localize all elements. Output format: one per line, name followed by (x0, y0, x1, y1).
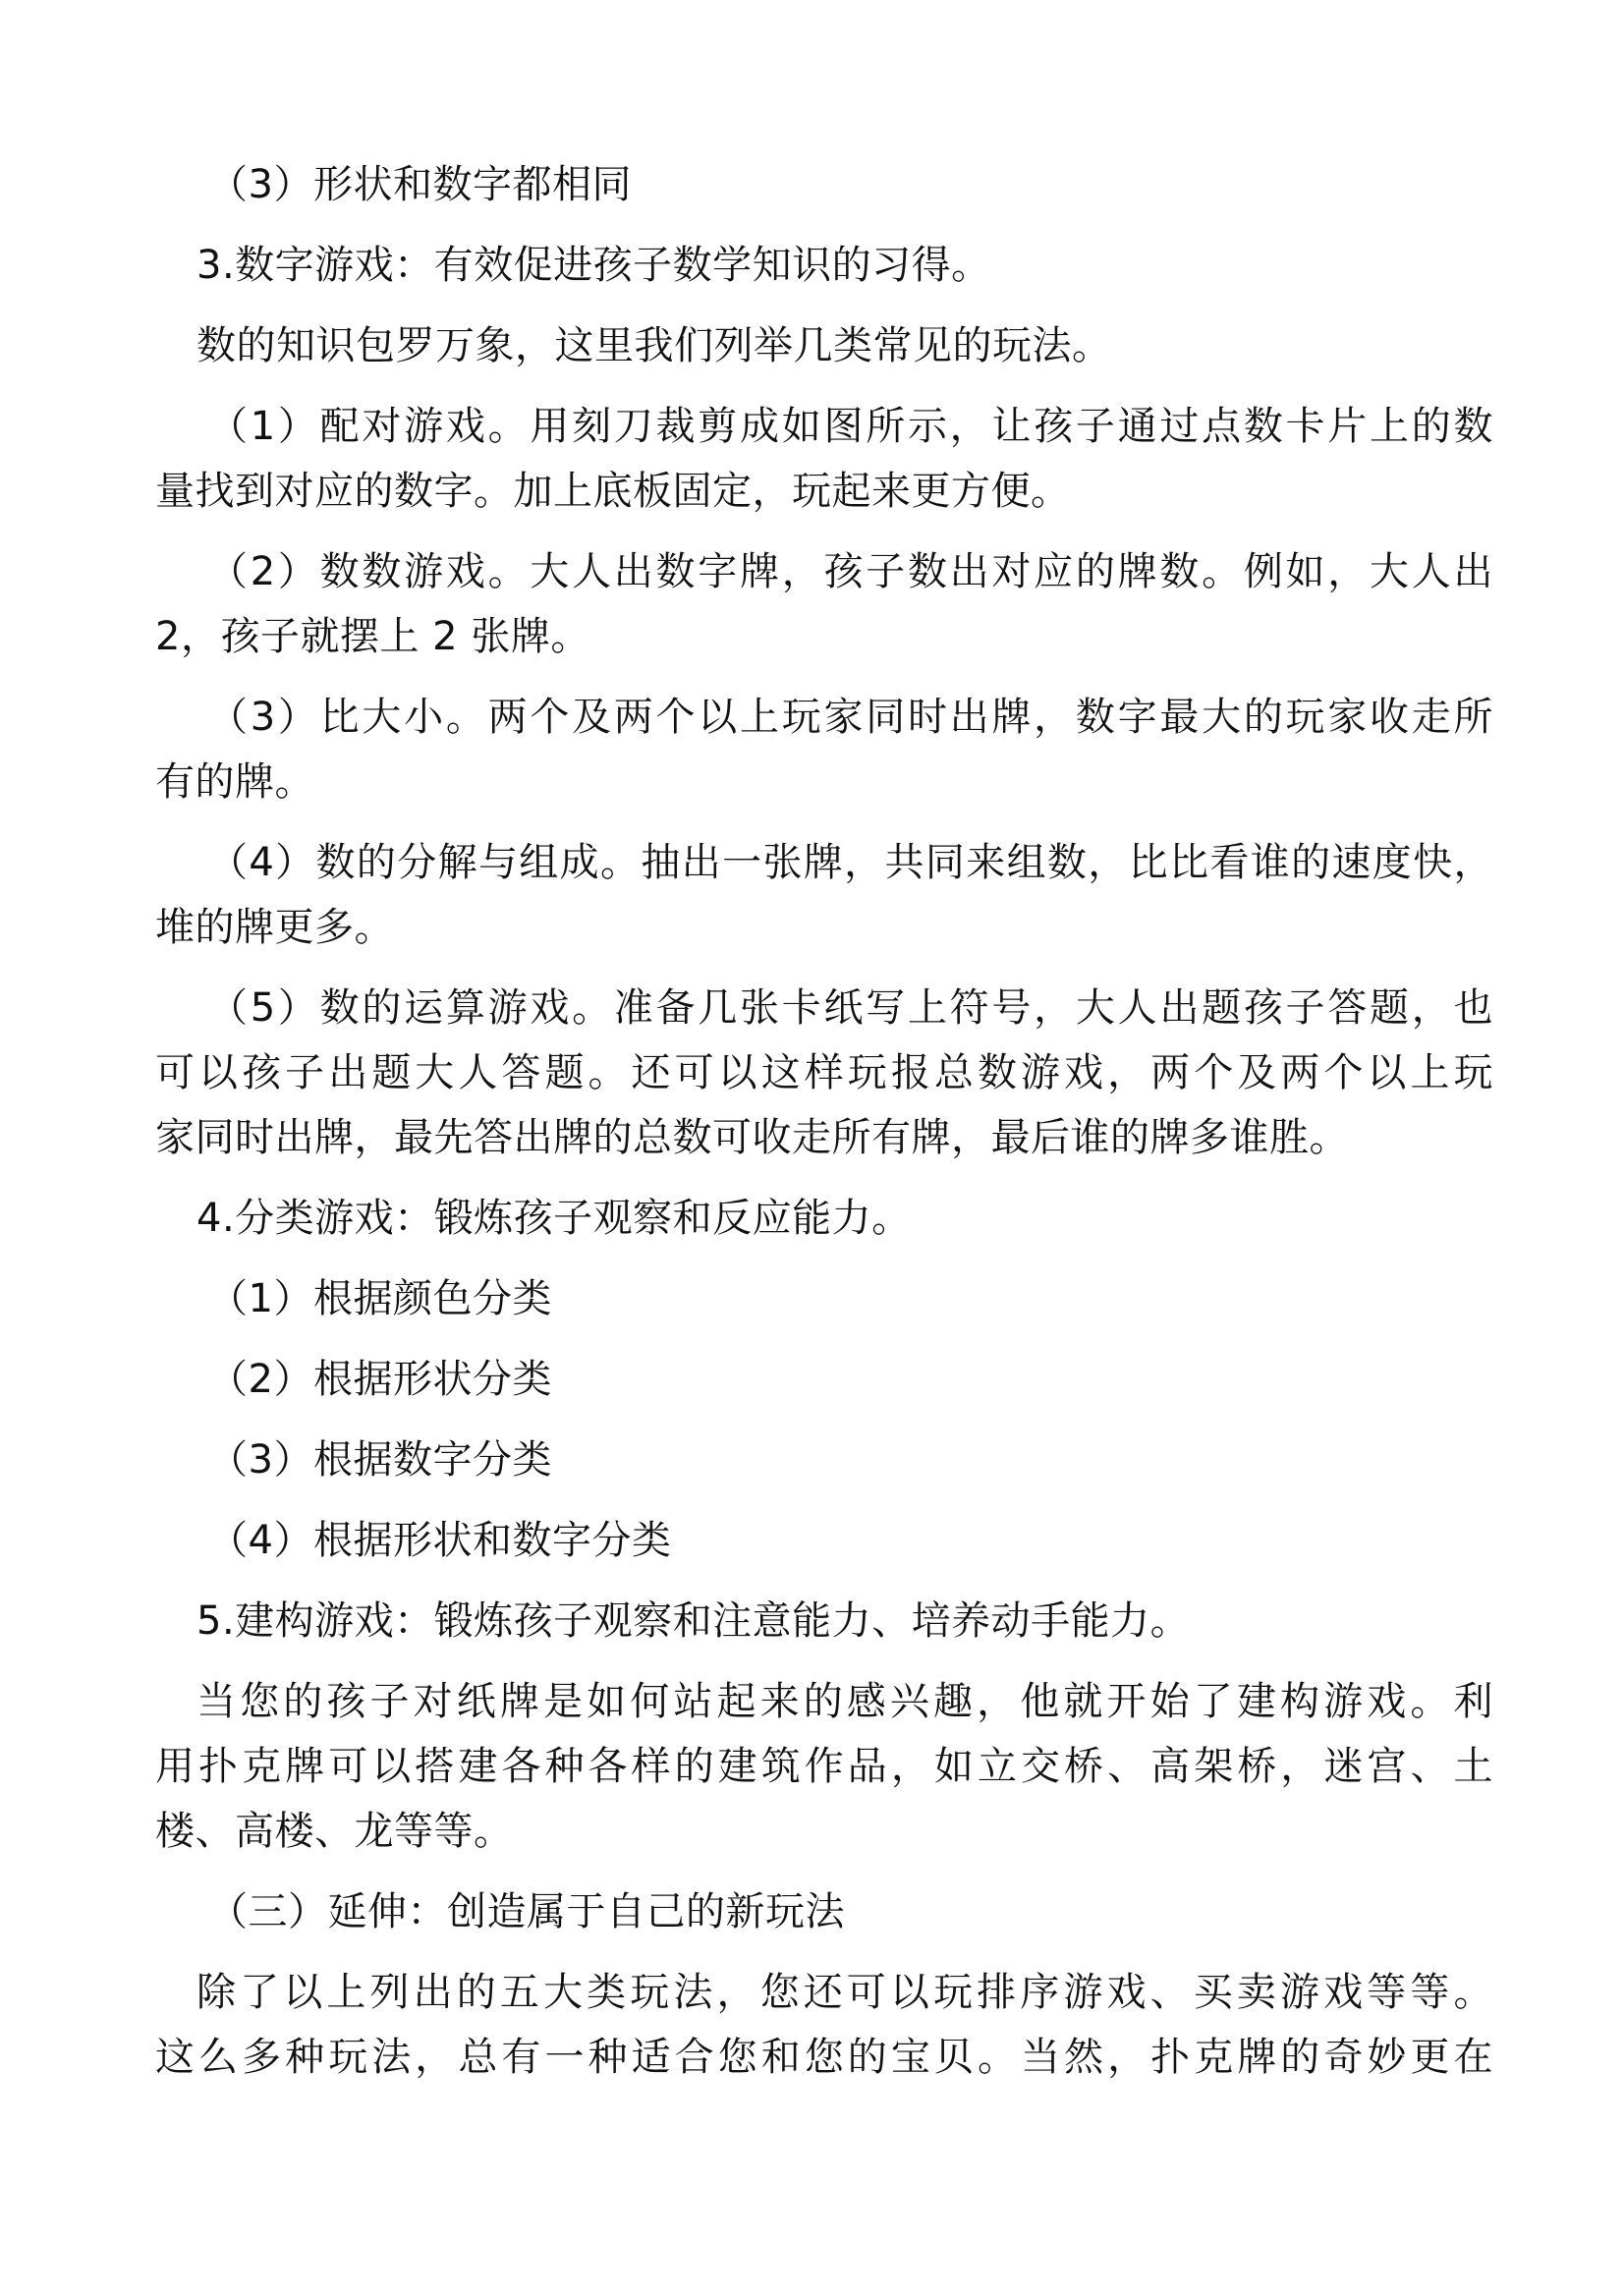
text-line: 可以孩子出题大人答题。还可以这样玩报总数游戏，两个及两个以上玩 (155, 1050, 1493, 1095)
text-line: 量找到对应的数字。加上底板固定，玩起来更方便。 (155, 469, 1071, 514)
subsection-heading: （三）延伸：创造属于自己的新玩法 (208, 1889, 845, 1934)
text-line: 家同时出牌，最先答出牌的总数可收走所有牌，最后谁的牌多谁胜。 (155, 1115, 1349, 1160)
text-line: （4）数的分解与组成。抽出一张牌，共同来组数，比比看谁的速度快， (208, 840, 1493, 885)
text-line: （1）配对游戏。用刻刀裁剪成如图所示，让孩子通过点数卡片上的数 (208, 404, 1493, 449)
text-line: 堆的牌更多。 (155, 905, 394, 950)
text-line: （3）比大小。两个及两个以上玩家同时出牌，数字最大的玩家收走所 (208, 695, 1493, 740)
text-line: （2）数数游戏。大人出数字牌，孩子数出对应的牌数。例如，大人出 (208, 549, 1493, 594)
text-line: 数的知识包罗万象，这里我们列举几类常见的玩法。 (196, 323, 1112, 368)
text-line: 除了以上列出的五大类玩法，您还可以玩排序游戏、买卖游戏等等。 (196, 1970, 1493, 2015)
text-line: （5）数的运算游戏。准备几张卡纸写上符号，大人出题孩子答题，也 (208, 985, 1493, 1031)
section-heading: 5.建构游戏：锻炼孩子观察和注意能力、培养动手能力。 (196, 1598, 1191, 1644)
text-line: （3）形状和数字都相同 (208, 162, 632, 207)
list-item: （1）根据颜色分类 (208, 1276, 552, 1321)
text-line: 2，孩子就摆上 2 张牌。 (155, 614, 590, 659)
text-line: 有的牌。 (155, 759, 314, 805)
text-line: 用扑克牌可以搭建各种各样的建筑作品，如立交桥、高架桥，迷宫、土 (155, 1744, 1493, 1789)
text-line: 当您的孩子对纸牌是如何站起来的感兴趣，他就开始了建构游戏。利 (196, 1679, 1493, 1724)
text-line: 这么多种玩法，总有一种适合您和您的宝贝。当然，扑克牌的奇妙更在 (155, 2035, 1493, 2080)
section-heading: 4.分类游戏：锻炼孩子观察和反应能力。 (196, 1196, 912, 1241)
list-item: （2）根据形状分类 (208, 1357, 552, 1402)
section-heading: 3.数字游戏：有效促进孩子数学知识的习得。 (196, 243, 991, 288)
list-item: （4）根据形状和数字分类 (208, 1518, 672, 1563)
list-item: （3）根据数字分类 (208, 1437, 552, 1483)
text-line: 楼、高楼、龙等等。 (155, 1809, 514, 1854)
